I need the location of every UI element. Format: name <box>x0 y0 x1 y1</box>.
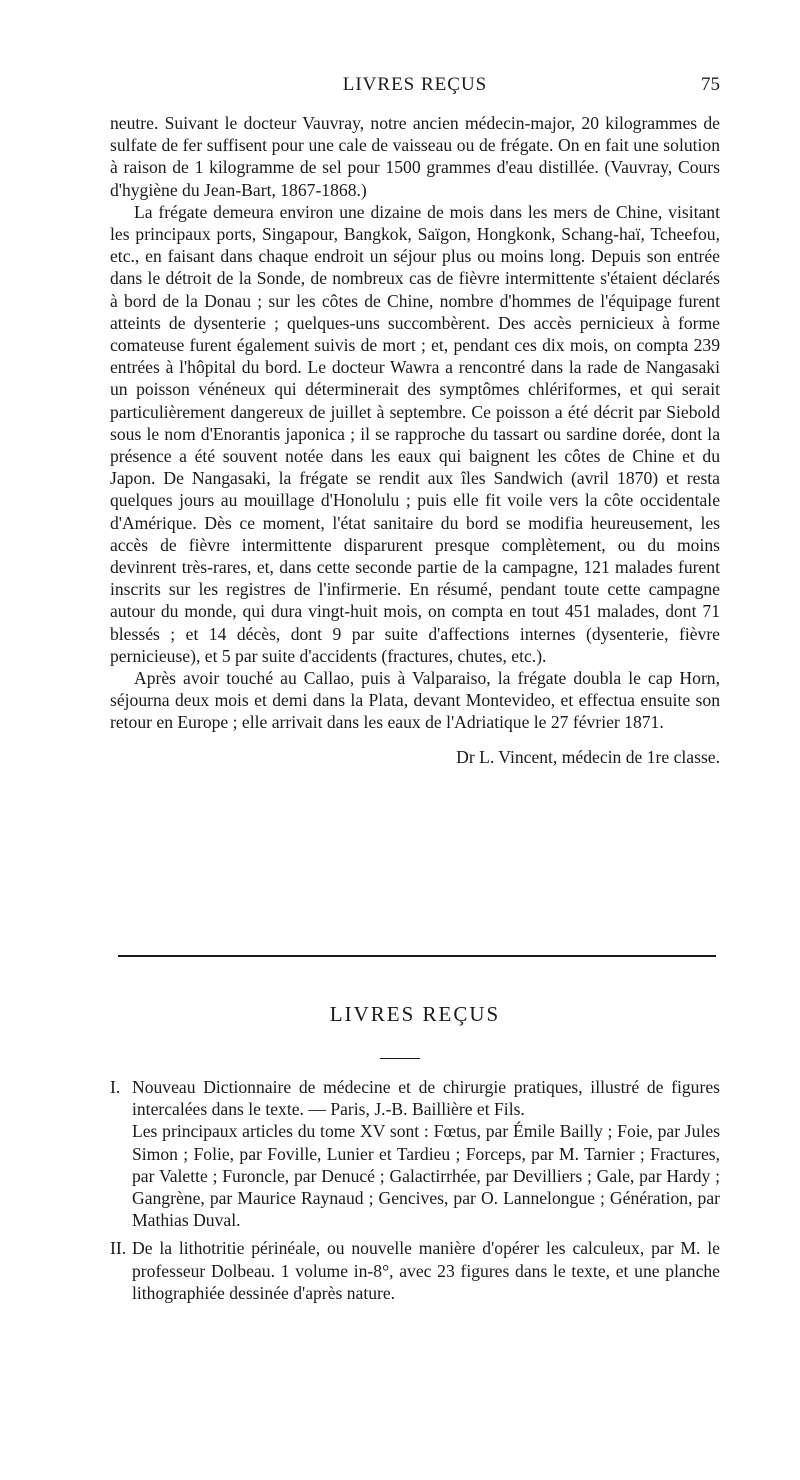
section-title: LIVRES REÇUS <box>329 1002 501 1026</box>
book-title: De la lithotritie périnéale, ou nouvelle manière d'opérer les calculeux, par M. le professeur Dolbeau. 1 volume in-8°, avec 23 figures dans le texte, et une planche lithographiée dessinée d'après nature. <box>132 1238 720 1303</box>
list-item <box>110 1076 720 1231</box>
running-head <box>110 74 720 104</box>
title-underline <box>380 1058 420 1059</box>
running-title: LIVRES REÇUS <box>342 74 488 95</box>
paragraph: La frégate demeura environ une dizaine de mois dans les mers de Chine, visitant les principaux ports, Singapour, Bangkok, Saïgon, Hongkonk, Schang-haï, Tcheefou, etc., en faisant dans chaque endroit un séjour plus ou moins long. Depuis son entrée dans le détroit de la Sonde, de nombreux cas de fièvre intermittente s'étaient déclarés à bord de la Donau ; sur les côtes de Chine, nombre d'hommes de l'équipage furent atteints de dysenterie ; quelques-uns succombèrent. Des accès pernicieux à forme comateuse furent également suivis de mort ; et, pendant ces dix mois, on compta 239 entrées à l'hôpital du bord. Le docteur Wawra a rencontré dans la rade de Nangasaki un poisson vénéneux qui déterminerait des symptômes chlériformes, et qui serait particulièrement dangereux de juillet à septembre. Ce poisson a été décrit par Siebold sous le nom d'Enorantis japonica ; il se rapproche du tassart ou sardine dorée, dont la présence a été souvent notée dans les eaux qui baignent les côtes de Chine et du Japon. De Nangasaki, la frégate se rendit aux îles Sandwich (avril 1870) et resta quelques jours au mouillage d'Honolulu ; puis elle fit voile vers la côte occidentale d'Amérique. Dès ce moment, l'état sanitaire du bord se modifia heureusement, les accès de fièvre intermittente disparurent presque complètement, ou du moins devinrent très-rares, et, dans cette seconde partie de la campagne, 121 malades furent inscrits sur les registres de l'infirmerie. En résumé, pendant toute cette campagne autour du monde, qui dura vingt-huit mois, on compta en tout 451 malades, dont 71 blessés ; et 14 décès, dont 9 par suite d'affections internes (dysenterie, fièvre pernicieuse), et 5 par suite d'accidents (fractures, chutes, etc.). <box>110 201 720 666</box>
article-body <box>110 112 720 768</box>
item-numeral: I. <box>110 1077 121 1097</box>
author-signature: Dr L. Vincent, médecin de 1re classe. <box>456 746 720 767</box>
item-numeral: II. <box>110 1238 127 1259</box>
page-number: 75 <box>701 74 720 95</box>
list-item <box>110 1237 720 1304</box>
book-contents: Les principaux articles du tome XV sont : Fœtus, par Émile Bailly ; Foie, par Jules Simon ; Folie, par Foville, Lunier et Tardieu ; Forceps, par M. Tarnier ; Fractures, par Valette ; Furoncle, par Denucé ; Galactirrhée, par Devilliers ; Gale, par Hardy ; Gangrène, par Maurice Raynaud ; Gencives, par O. Lannelongue ; Génération, par Mathias Duval. <box>132 1121 720 1231</box>
paragraph: Après avoir touché au Callao, puis à Valparaiso, la frégate doubla le cap Horn, séjourna deux mois et demi dans la Plata, devant Montevideo, et effectua ensuite son retour en Europe ; elle arrivait dans les eaux de l'Adriatique le 27 février 1871. <box>110 668 720 733</box>
section-divider <box>118 955 716 957</box>
paragraph: neutre. Suivant le docteur Vauvray, notre ancien médecin-major, 20 kilogrammes de sulfate de fer suffisent pour une cale de vaisseau ou de frégate. On en fait une solution à raison de 1 kilogramme de sel pour 1500 grammes d'eau distillée. (Vauvray, Cours d'hygiène du Jean-Bart, 1867-1868.) <box>110 113 720 200</box>
book-list <box>110 1076 720 1310</box>
book-title: Nouveau Dictionnaire de médecine et de chirurgie pratiques, illustré de figures intercalées dans le texte. — Paris, J.-B. Baillière et Fils. <box>132 1077 720 1120</box>
